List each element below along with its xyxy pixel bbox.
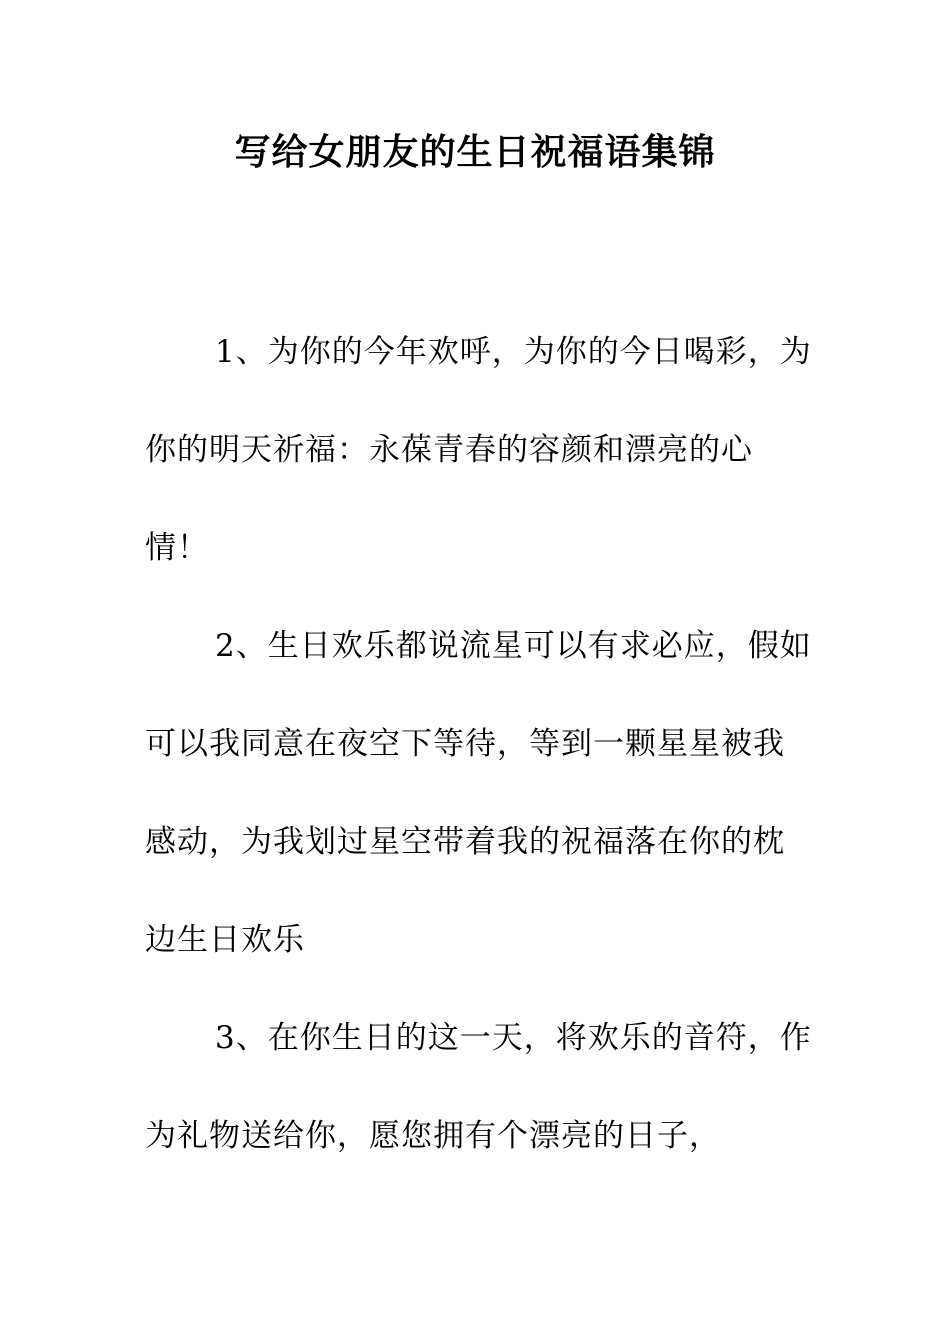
- document-body: [145, 303, 815, 1185]
- document-title: 写给女朋友的生日祝福语集锦: [234, 132, 716, 173]
- paragraph-3: 3、在你生日的这一天，将欢乐的音符，作为礼物送给你，愿您拥有个漂亮的日子，: [145, 1020, 812, 1154]
- paragraph-1: 1、为你的今年欢呼，为你的今日喝彩，为你的明天祈福：永葆青春的容颜和漂亮的心情！: [145, 334, 812, 566]
- paragraph-2: 2、生日欢乐都说流星可以有求必应，假如可以我同意在夜空下等待，等到一颗星星被我感动，为我划过星空带着我的祝福落在你的枕边生日欢乐: [145, 628, 812, 958]
